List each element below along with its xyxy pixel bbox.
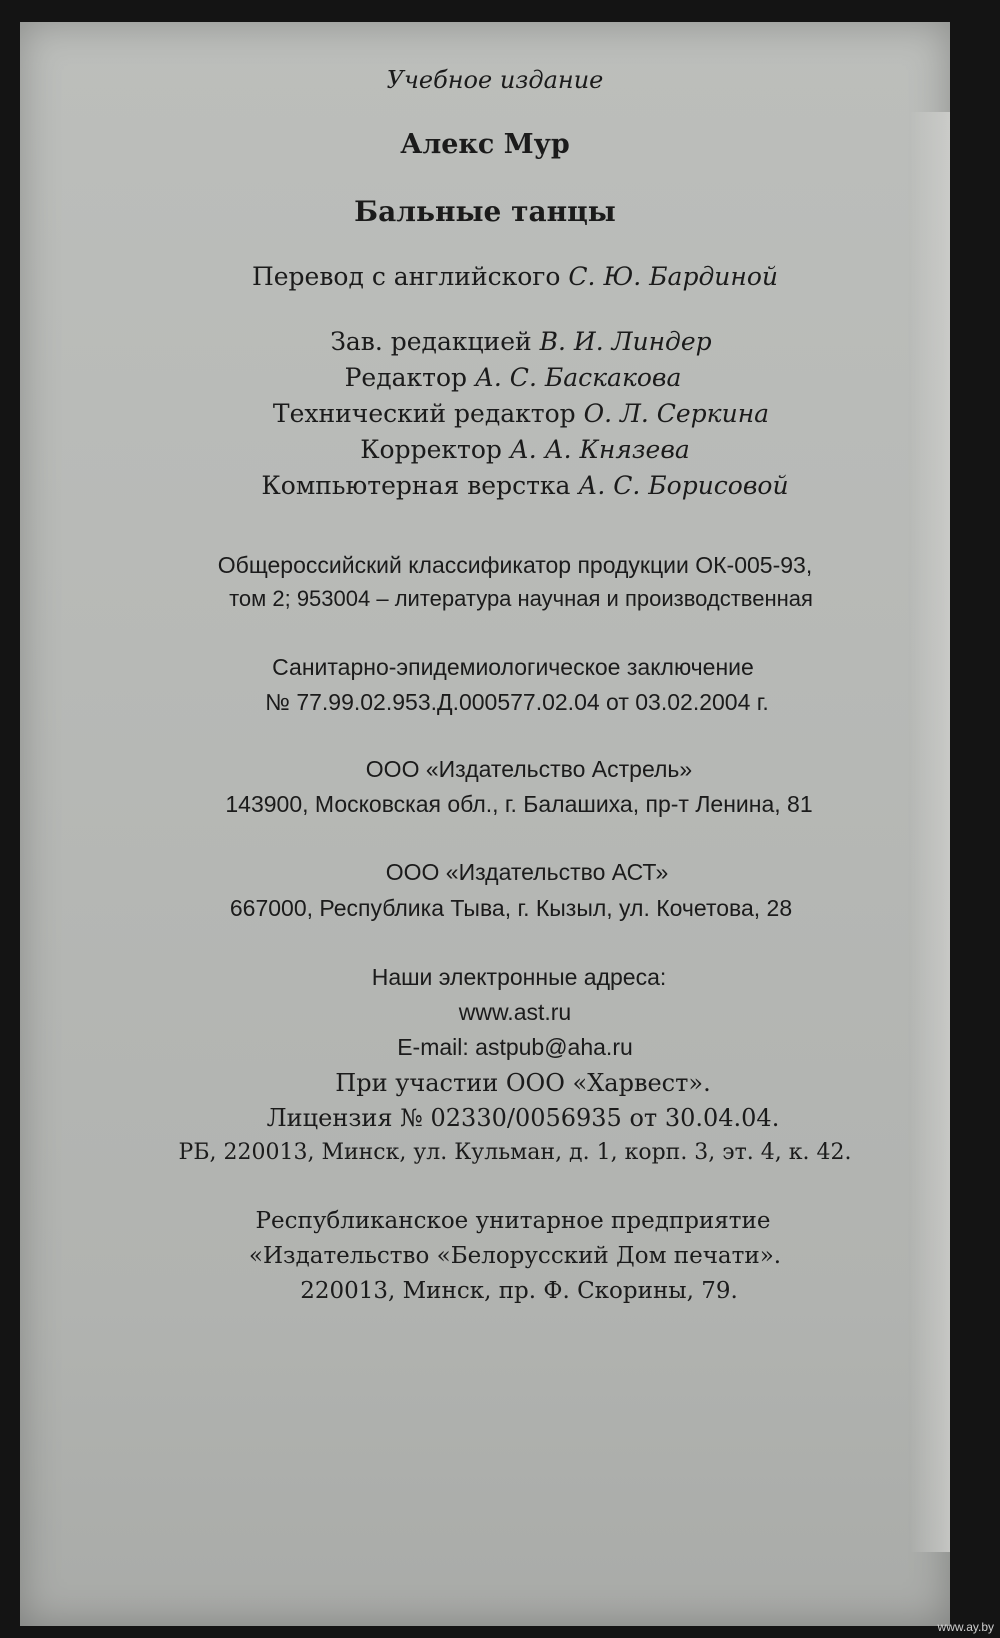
translation-line: [50, 262, 980, 292]
publisher-2-name: ООО «Издательство АСТ»: [385, 859, 669, 885]
sanitary-line-2: № 77.99.02.953.Д.000577.02.04 от 03.02.2004 г.: [265, 689, 769, 715]
credit-line: [60, 471, 990, 501]
credit-role: Корректор: [360, 435, 502, 464]
sanitary-line-1: Санитарно-эпидемиологическое заключение: [272, 654, 754, 680]
translator-name: С. Ю. Бардиной: [568, 262, 779, 291]
credit-role: Компьютерная верстка: [261, 471, 571, 500]
credit-name: В. И. Линдер: [539, 327, 712, 356]
printer-line-3: 220013, Минск, пр. Ф. Скорины, 79.: [300, 1278, 738, 1304]
classifier-line-1: Общероссийский классификатор продукции ОК-005-93,: [217, 552, 813, 578]
email: E-mail: astpub@aha.ru: [397, 1034, 633, 1060]
partner-line-3: РБ, 220013, Минск, ул. Кульман, д. 1, корп. 3, эт. 4, к. 42.: [178, 1140, 852, 1165]
credit-role: Редактор: [344, 363, 468, 392]
website: www.ast.ru: [458, 999, 572, 1025]
printer-line-1: Республиканское унитарное предприятие: [255, 1208, 771, 1234]
printer-line-2: «Издательство «Белорусский Дом печати».: [248, 1243, 782, 1269]
credit-role: Технический редактор: [272, 399, 576, 428]
contacts-heading: Наши электронные адреса:: [371, 964, 667, 990]
partner-line-1: При участии ООО «Харвест».: [335, 1069, 711, 1097]
credit-line: [56, 327, 986, 357]
book-imprint-page: [20, 22, 950, 1626]
publisher-1-name: ООО «Издательство Астрель»: [365, 756, 693, 782]
credit-line: [56, 399, 986, 429]
edition-label: Учебное издание: [386, 66, 604, 94]
publisher-2-address: 667000, Республика Тыва, г. Кызыл, ул. Кочетова, 28: [229, 895, 793, 921]
partner-line-2: Лицензия № 02330/0056935 от 30.04.04.: [266, 1104, 780, 1132]
translation-label: Перевод с английского: [251, 262, 561, 291]
credit-name: А. С. Борисовой: [578, 471, 789, 500]
author-name: Алекс Мур: [400, 129, 570, 160]
credit-name: А. А. Князева: [509, 435, 690, 464]
watermark-text: www.ay.by: [937, 1620, 994, 1634]
credit-name: О. Л. Серкина: [583, 399, 770, 428]
classifier-line-2: том 2; 953004 – литература научная и производственная: [229, 586, 813, 611]
publisher-1-address: 143900, Московская обл., г. Балашиха, пр-т Ленина, 81: [225, 791, 813, 817]
credit-line: [60, 435, 990, 465]
credit-role: Зав. редакцией: [330, 327, 532, 356]
book-title: Бальные танцы: [354, 195, 616, 228]
credit-name: А. С. Баскакова: [474, 363, 682, 392]
credit-line: [48, 363, 978, 393]
